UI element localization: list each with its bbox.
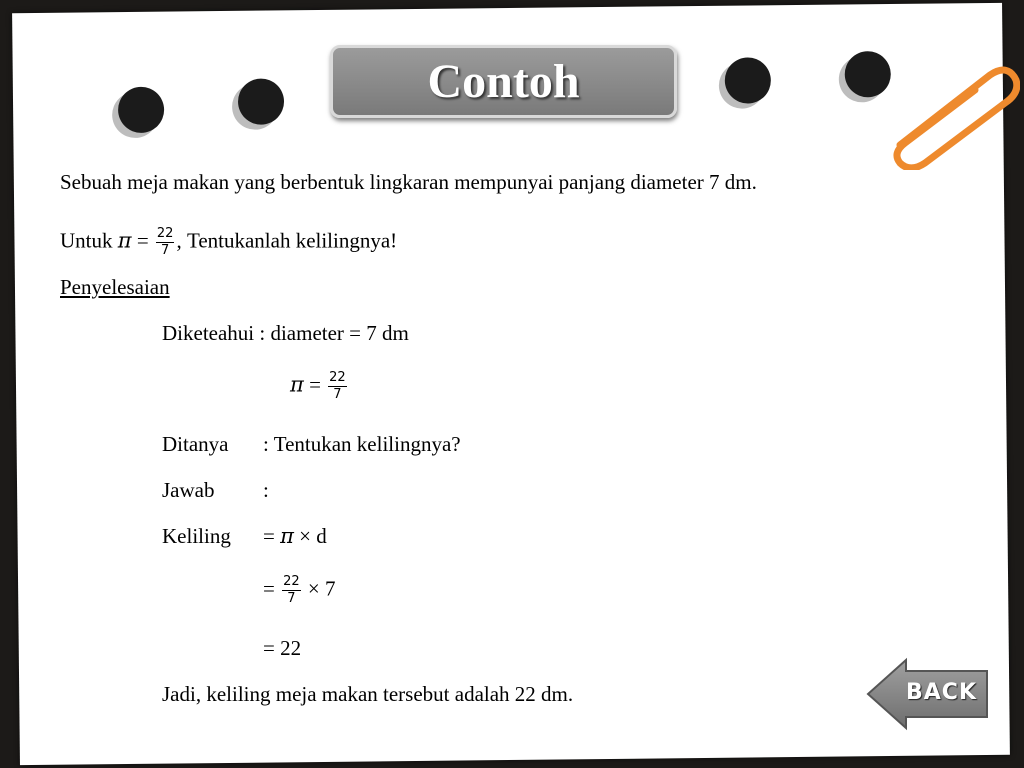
- jawab-value: :: [263, 478, 269, 502]
- fraction: [156, 226, 175, 259]
- keliling-formula: [263, 524, 327, 549]
- step-tail: × 7: [307, 576, 336, 601]
- keliling-label: Keliling: [162, 524, 231, 548]
- pi-symbol: π: [280, 524, 294, 548]
- equals-sign: =: [309, 372, 321, 397]
- fraction-numerator: 22: [156, 226, 174, 241]
- step-result: = 22: [263, 636, 302, 660]
- pi-symbol: π: [117, 228, 132, 253]
- fraction-denominator: 7: [287, 591, 296, 606]
- conclusion: Jadi, keliling meja makan tersebut adalah 22 dm.: [162, 682, 574, 706]
- fraction-denominator: 7: [161, 243, 170, 258]
- fraction: [282, 574, 301, 607]
- pi-symbol: π: [290, 372, 304, 397]
- equals-sign: =: [136, 228, 149, 253]
- pi-definition: [290, 370, 349, 403]
- equals-sign: =: [263, 524, 281, 548]
- page-title: Contoh: [427, 55, 580, 108]
- fraction: [328, 370, 347, 403]
- ditanya-label: Ditanya: [162, 432, 229, 456]
- step-substitution: [263, 574, 335, 607]
- question-tail: , Tentukanlah kelilingnya!: [176, 228, 398, 253]
- ditanya-value: : Tentukan kelilingnya?: [263, 432, 461, 456]
- jawab-label: Jawab: [162, 478, 215, 502]
- equals-sign: =: [263, 576, 275, 601]
- diketahui-line: Diketeahui : diameter = 7 dm: [162, 321, 409, 345]
- problem-question: [60, 226, 397, 259]
- solution-heading: Penyelesaian: [60, 275, 170, 299]
- formula-tail: × d: [293, 524, 327, 548]
- back-button-label[interactable]: BACK: [906, 680, 977, 705]
- untuk-text: Untuk: [60, 228, 113, 253]
- fraction-numerator: 22: [329, 370, 346, 385]
- fraction-numerator: 22: [283, 574, 300, 589]
- problem-statement: Sebuah meja makan yang berbentuk lingkaran mempunyai panjang diameter 7 dm.: [60, 170, 757, 194]
- fraction-denominator: 7: [333, 387, 342, 402]
